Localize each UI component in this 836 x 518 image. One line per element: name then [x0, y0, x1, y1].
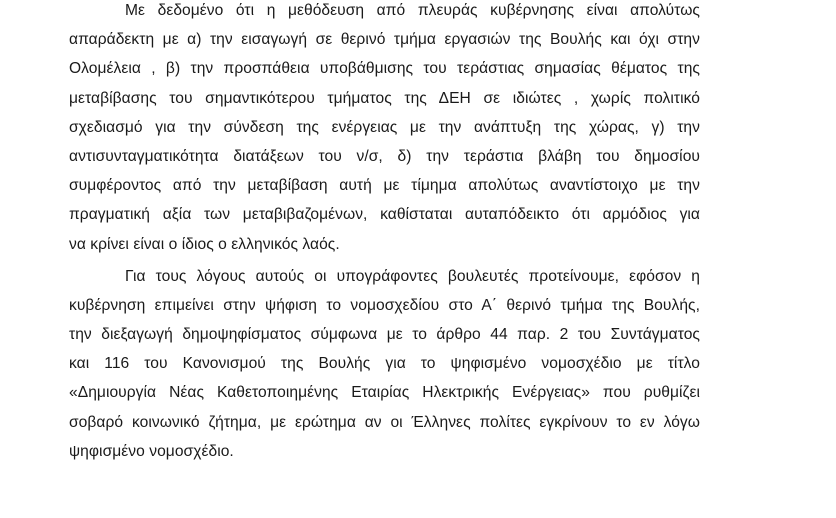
paragraph-1-line-8: πραγματική αξία των μεταβιβαζομένων, καθίσταται αυταπόδεικτο ότι αρμόδιος για — [69, 206, 700, 224]
paragraph-2-line-5: «Δημιουργία Νέας Καθετοποιημένης Εταιρίας Ηλεκτρικής Ενέργειας» που ρυθμίζει — [69, 384, 700, 402]
paragraph-2 — [69, 262, 700, 466]
paragraph-1 — [69, 0, 700, 259]
paragraph-1-line-9: να κρίνει είναι ο ίδιος ο ελληνικός λαός. — [69, 235, 340, 253]
paragraph-2-line-1: Για τους λόγους αυτούς οι υπογράφοντες βουλευτές προτείνουμε, εφόσον η — [125, 267, 700, 285]
paragraph-1-line-5: σχεδιασμό για την σύνδεση της ενέργειας με την ανάπτυξη της χώρας, γ) την — [69, 118, 700, 136]
paragraph-2-line-6: σοβαρό κοινωνικό ζήτημα, με ερώτημα αν οι Έλληνες πολίτες εγκρίνουν το εν λόγω — [69, 413, 700, 431]
paragraph-2-line-4: και 116 του Κανονισμού της Βουλής για το ψηφισμένο νομοσχέδιο με τίτλο — [69, 355, 700, 373]
paragraph-1-line-2: απαράδεκτη με α) την εισαγωγή σε θερινό τμήμα εργασιών της Βουλής και όχι στην — [69, 31, 700, 49]
paragraph-1-line-1: Με δεδομένο ότι η μεθόδευση από πλευράς κυβέρνησης είναι απολύτως — [125, 2, 700, 19]
paragraph-1-line-7: συμφέροντος από την μεταβίβαση αυτή με τίμημα απολύτως αναντίστοιχο με την — [69, 177, 700, 195]
paragraph-2-line-3: την διεξαγωγή δημοψηφίσματος σύμφωνα με το άρθρο 44 παρ. 2 του Συντάγματος — [69, 326, 700, 344]
paragraph-1-line-3: Ολομέλεια , β) την προσπάθεια υποβάθμισης του τεράστιας σημασίας θέματος της — [69, 60, 700, 78]
paragraph-2-line-2: κυβέρνηση επιμείνει στην ψήφιση το νομοσχεδίου στο Α΄ θερινό τμήμα της Βουλής, — [69, 296, 700, 314]
paragraph-2-line-7: ψηφισμένο νομοσχέδιο. — [69, 442, 234, 460]
paragraph-1-line-6: αντισυνταγματικότητα διατάξεων του ν/σ, δ) την τεράστια βλάβη του δημοσίου — [69, 147, 700, 165]
paragraph-1-line-4: μεταβίβασης του σημαντικότερου τμήματος της ΔΕΗ σε ιδιώτες , χωρίς πολιτικό — [69, 89, 700, 107]
document-body — [69, 0, 700, 466]
